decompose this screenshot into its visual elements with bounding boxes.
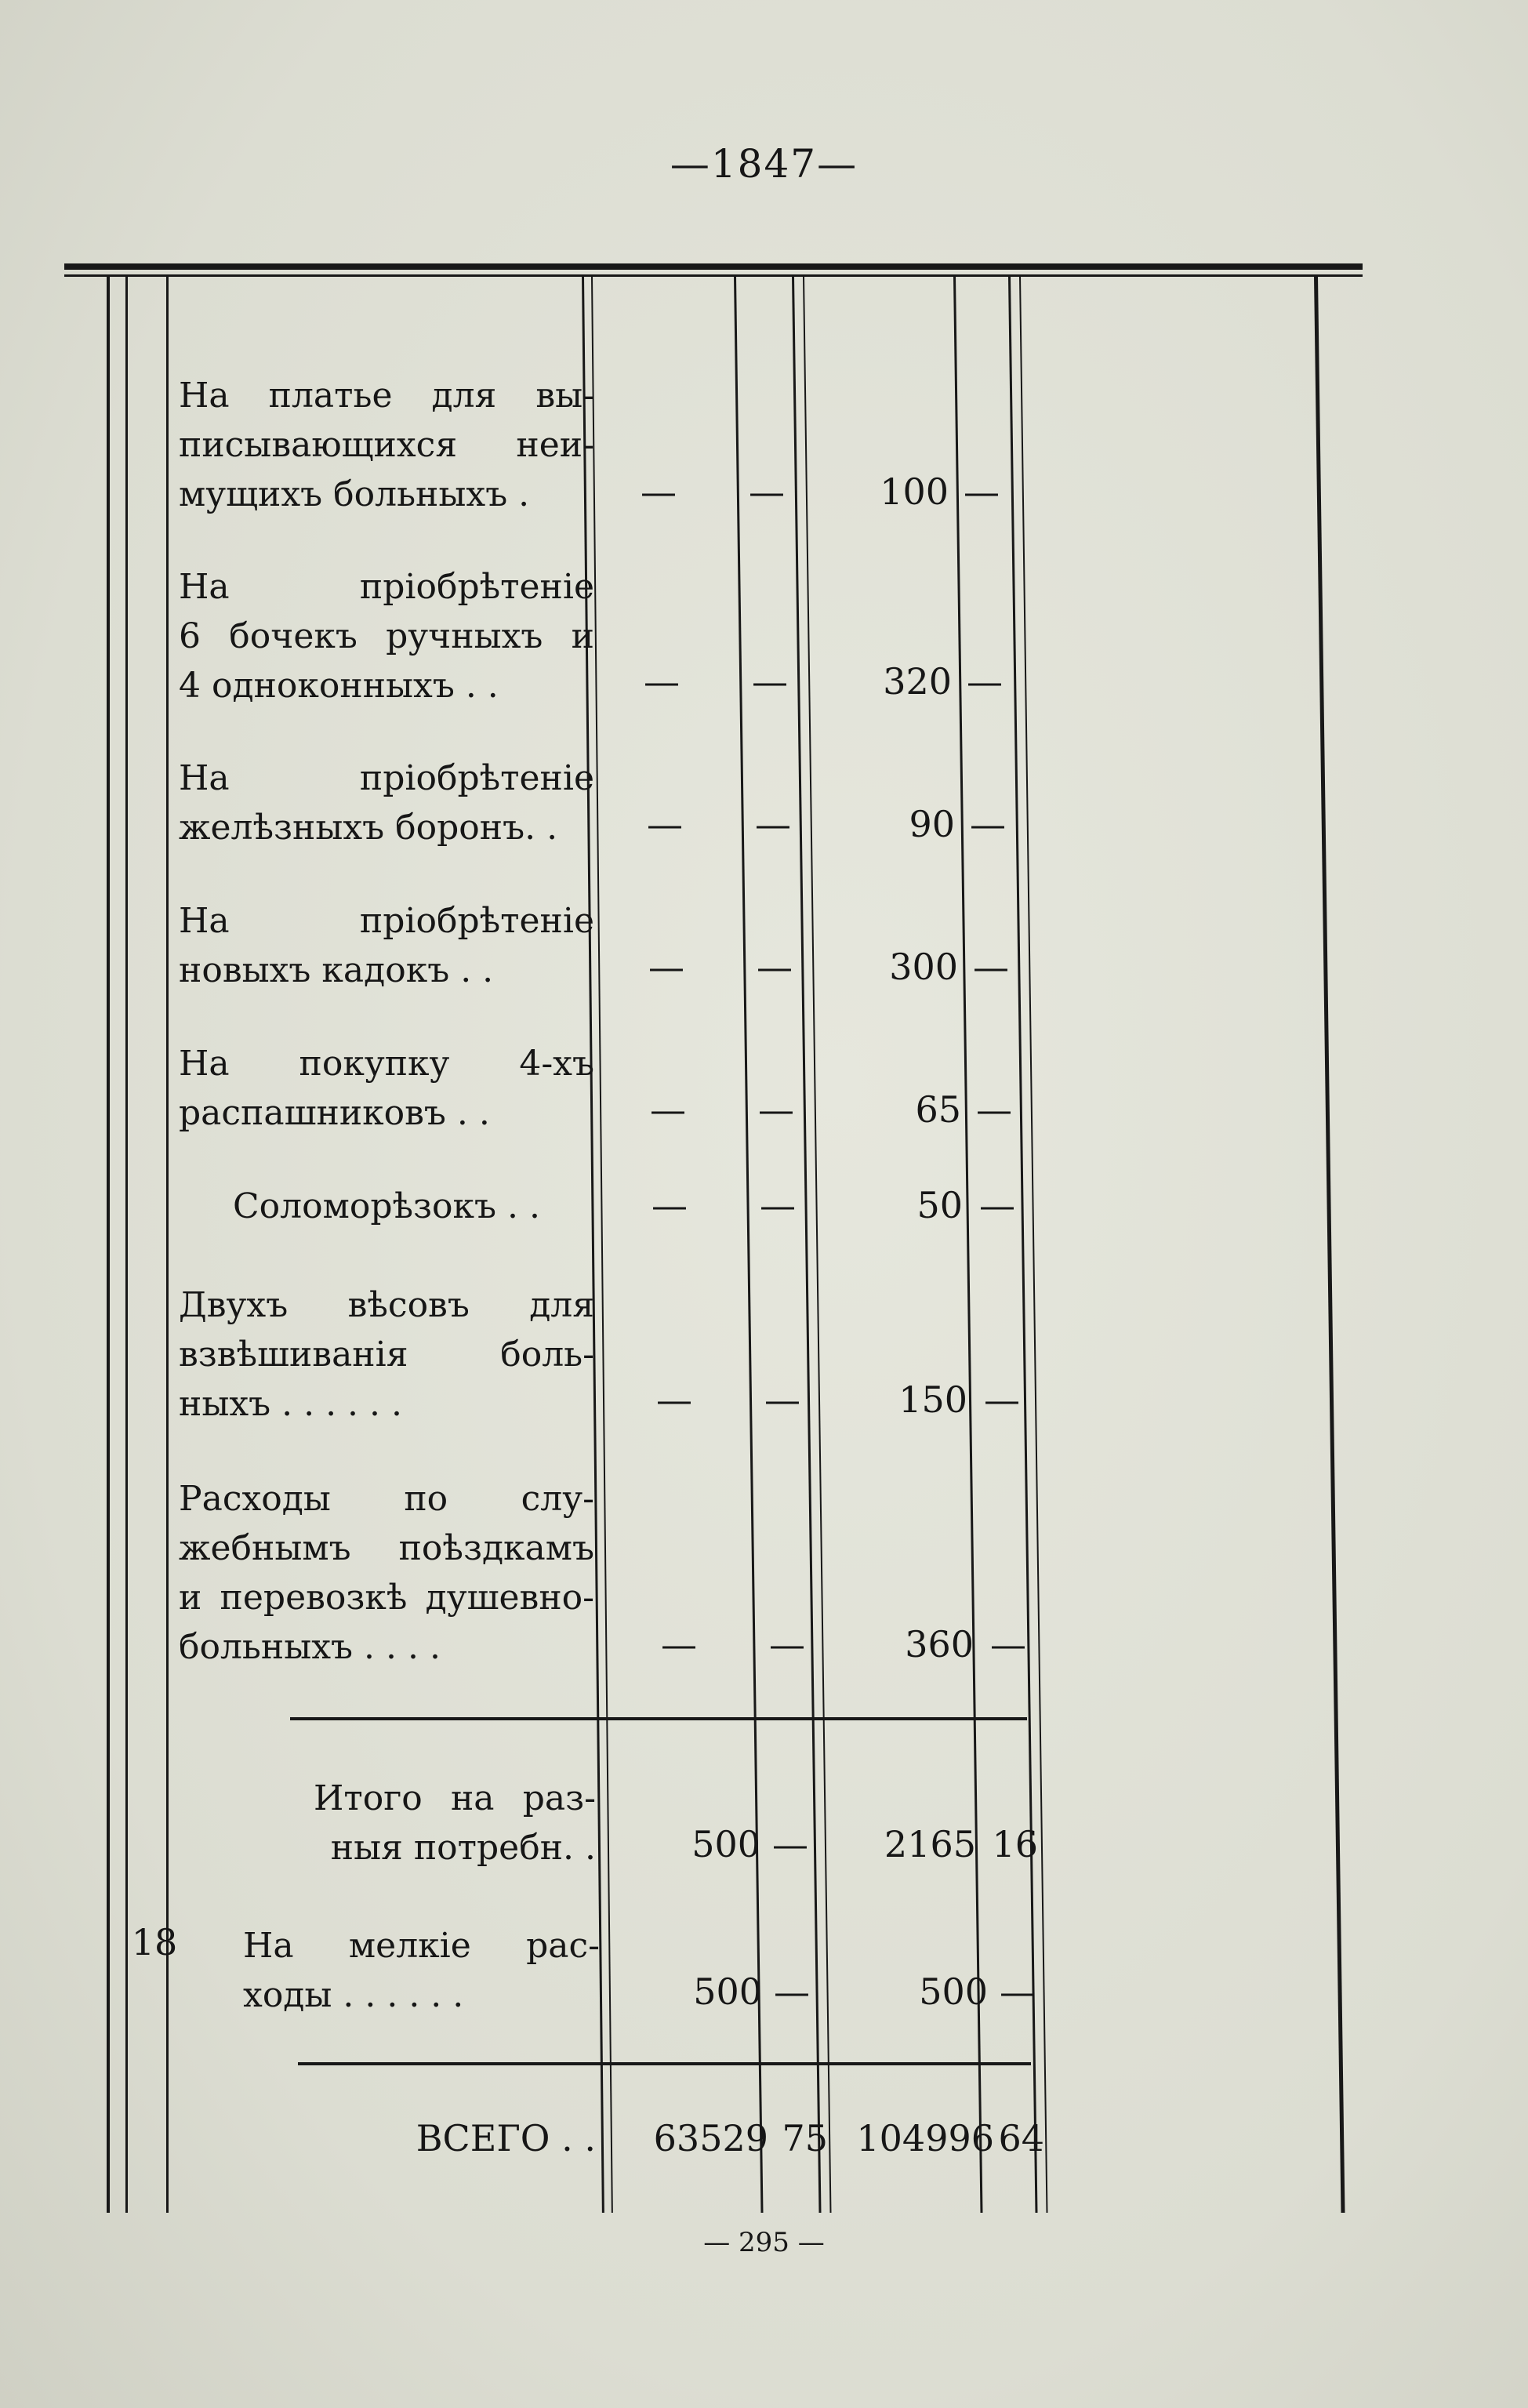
- top-rule-thin: [64, 274, 1363, 277]
- row-5-col4: —: [976, 1088, 1012, 1131]
- total-col1: 63529: [653, 2117, 768, 2159]
- subtotal-description: Итого на раз- ныя потребн. .: [314, 1778, 596, 1868]
- row-5-col1: —: [650, 1088, 686, 1131]
- row-8-col3: 360: [905, 1623, 974, 1665]
- top-rule: [64, 263, 1363, 270]
- row-7-col4: —: [984, 1378, 1020, 1421]
- subtotal-col3: 2165: [884, 1823, 976, 1865]
- row-8-col4: —: [990, 1623, 1026, 1665]
- page-footer-number: — 295 —: [703, 2227, 825, 2258]
- small-col2: —: [774, 1970, 810, 2013]
- total-col3: 104996: [856, 2117, 994, 2159]
- row-3-col2: —: [755, 803, 791, 845]
- row-8-col2: —: [769, 1623, 805, 1665]
- row-4-description: На пріобрѣтеніе новыхъ кадокъ . .: [179, 901, 594, 990]
- row-7-col1: —: [656, 1378, 692, 1421]
- row-6-col2: —: [760, 1184, 796, 1226]
- small-row-number: 18: [131, 1921, 178, 1963]
- subtotal-rule: [290, 1717, 1027, 1720]
- total-rule: [298, 2062, 1031, 2065]
- small-col1: 500: [693, 1970, 762, 2013]
- row-2-description: На пріобрѣтеніе 6 бочекъ ручныхъ и 4 одноконныхъ . .: [179, 567, 594, 706]
- row-6-col1: —: [651, 1184, 688, 1226]
- rule-left-outer: [107, 276, 110, 2213]
- row-6-col3: 50: [916, 1184, 963, 1226]
- subtotal-col2: —: [772, 1823, 808, 1865]
- row-1-col3: 100: [880, 470, 949, 513]
- row-3-col1: —: [647, 803, 683, 845]
- row-1-col1: —: [641, 470, 677, 513]
- row-6-col4: —: [979, 1184, 1015, 1226]
- row-6-description: Соломорѣзокъ . .: [233, 1186, 540, 1226]
- rule-right-outer: [1314, 276, 1345, 2213]
- row-3-description: На пріобрѣтеніе желѣзныхъ боронъ. .: [179, 758, 594, 848]
- row-7-col2: —: [764, 1378, 800, 1421]
- total-col2: 75: [782, 2117, 828, 2159]
- total-label: ВСЕГО . .: [416, 2117, 596, 2159]
- rule-col1-right: [734, 276, 763, 2213]
- page-number-header: —1847—: [670, 141, 858, 187]
- row-2-col2: —: [752, 660, 788, 703]
- row-8-description: Расходы по слу- жебнымъ поѣздкамъ и перевозкѣ душевно- больныхъ . . . .: [179, 1479, 594, 1667]
- small-col3: 500: [919, 1970, 988, 2013]
- row-2-col3: 320: [883, 660, 952, 703]
- total-col4: 64: [998, 2117, 1044, 2159]
- row-1-description: На платье для вы- писывающихся неи- мущихъ больныхъ .: [179, 376, 594, 514]
- row-7-col3: 150: [898, 1378, 967, 1421]
- small-col4: —: [1000, 1970, 1036, 2013]
- row-2-col4: —: [967, 660, 1003, 703]
- row-5-col3: 65: [915, 1088, 961, 1131]
- row-4-col1: —: [648, 946, 684, 988]
- rule-col3-right: [953, 276, 982, 2213]
- row-3-col3: 90: [909, 803, 955, 845]
- small-description: На мелкіе рас- ходы . . . . . .: [243, 1926, 600, 2015]
- row-4-col3: 300: [889, 946, 958, 988]
- row-7-description: Двухъ вѣсовъ для взвѣшиванія боль- ныхъ . . . . . .: [179, 1285, 594, 1424]
- row-1-col4: —: [964, 470, 1000, 513]
- subtotal-col1: 500: [691, 1823, 760, 1865]
- row-3-col4: —: [970, 803, 1006, 845]
- row-4-col2: —: [757, 946, 793, 988]
- row-2-col1: —: [644, 660, 680, 703]
- subtotal-col4: 16: [992, 1823, 1038, 1865]
- row-5-description: На покупку 4-хъ распашниковъ . .: [179, 1044, 594, 1133]
- row-4-col4: —: [973, 946, 1009, 988]
- bleed-through-texture: [847, 361, 1317, 410]
- row-1-col2: —: [749, 470, 785, 513]
- row-8-col1: —: [661, 1623, 697, 1665]
- row-5-col2: —: [758, 1088, 794, 1131]
